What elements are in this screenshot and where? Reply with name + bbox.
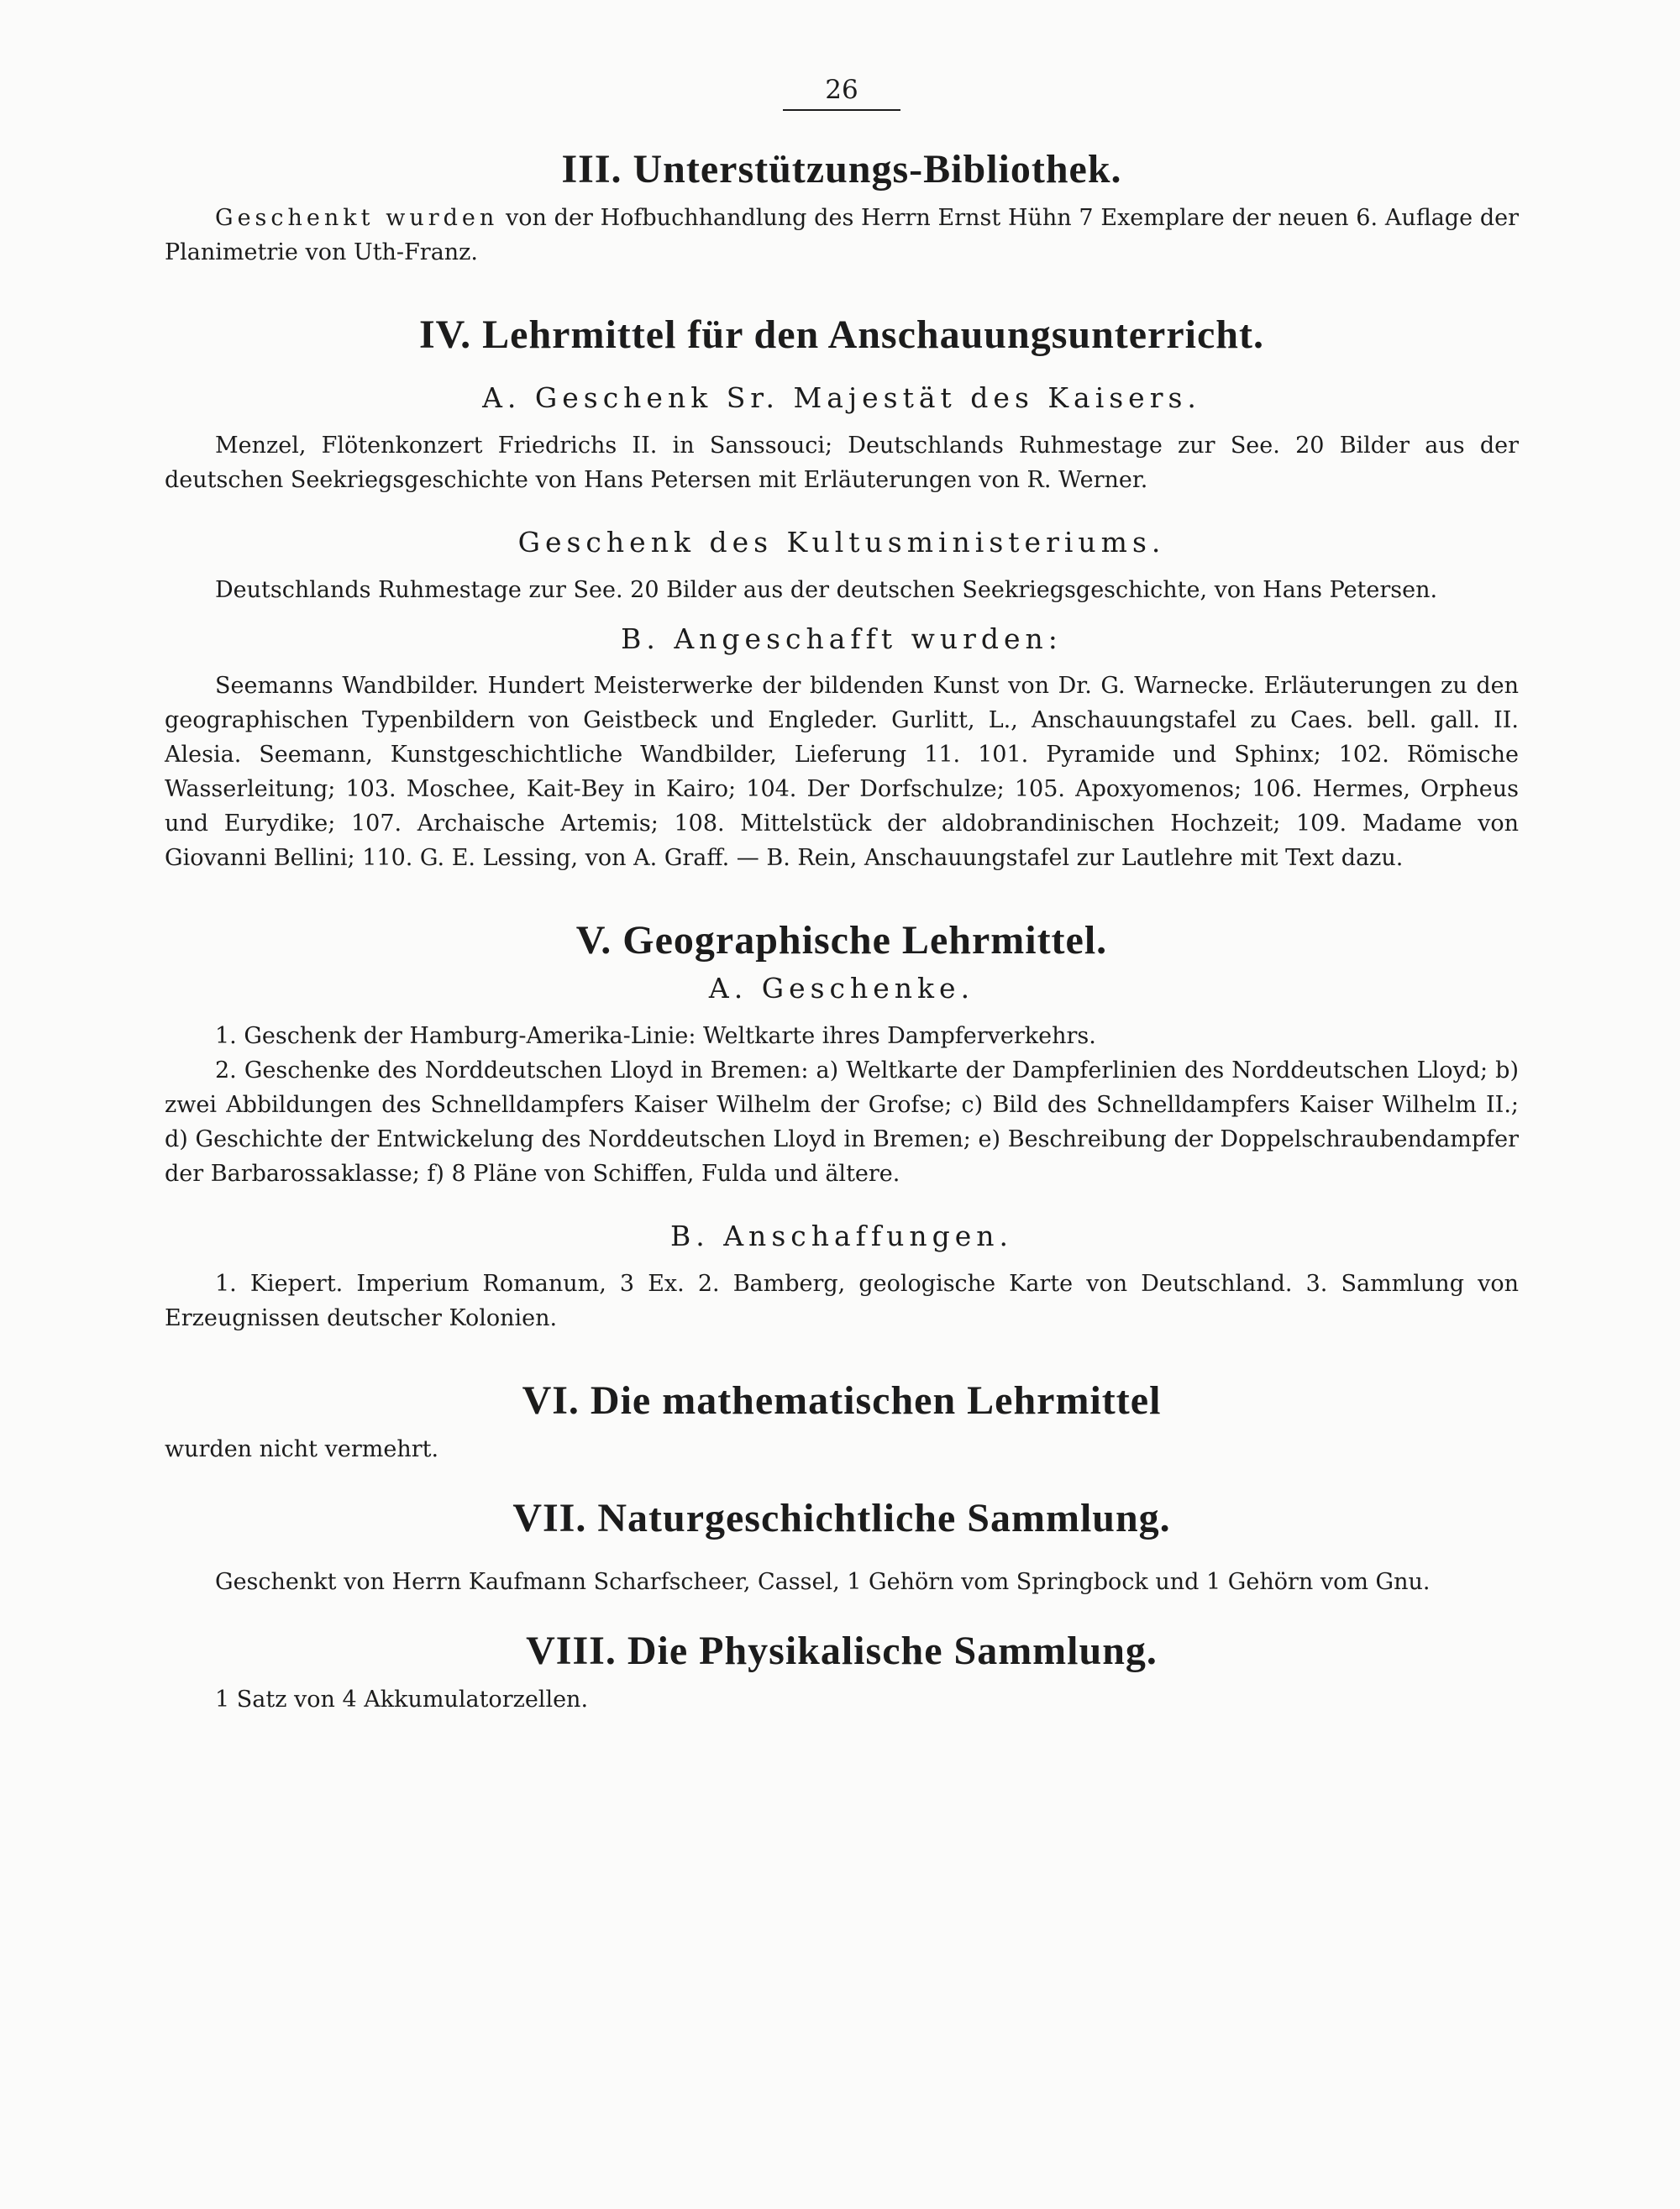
- heading-mathematische-lehrmittel: VI. Die mathematischen Lehrmittel: [522, 1377, 1162, 1423]
- subheading-geschenke: A. Geschenke.: [708, 972, 975, 1005]
- paragraph-geschenk-kaisers: Menzel, Flötenkonzert Friedrichs II. in Sanssouci; Deutschlands Ruhmestage zur See. 20 Bilder aus der deutschen Seekriegsgeschichte von Hans Petersen mit Erläuterungen von R. Werner.: [165, 433, 1519, 494]
- subheading-geschenk-kaisers: A. Geschenk Sr. Majestät des Kaisers.: [482, 381, 1201, 415]
- subheading-anschaffungen: B. Anschaffungen.: [670, 1220, 1013, 1253]
- heading-lehrmittel-anschauungsunterricht: IV. Lehrmittel für den Anschauungsunterricht.: [419, 312, 1264, 358]
- paragraph-naturgeschichtliche-sammlung: Geschenkt von Herrn Kaufmann Scharfscheer, Cassel, 1 Gehörn vom Springbock und 1 Gehörn vom Gnu.: [215, 1569, 1431, 1595]
- heading-geographische-lehrmittel: V. Geographische Lehrmittel.: [575, 918, 1108, 963]
- paragraph-angeschafft: Seemanns Wandbilder. Hundert Meisterwerke der bildenden Kunst von Dr. G. Warnecke. Erläuterungen zu den geographischen Typenbildern von Geistbeck und Engleder. Gurlitt, L., Anschauungstafel zu Caes. bell. gall. II. Alesia. Seemann, Kunstgeschichtliche Wandbilder, Lieferung 11. 101. Pyramide und Sphinx; 102. Römische Wasserleitung; 103. Moschee, Kait-Bey in Kairo; 104. Der Dorfschulze; 105. Apoxyomenos; 106. Hermes, Orpheus und Eurydike; 107. Archaische Artemis; 108. Mittelstück der aldobrandinischen Hochzeit; 109. Madame von Giovanni Bellini; 110. G. E. Lessing, von A. Graff. — B. Rein, Anschauungstafel zur Lautlehre mit Text dazu.: [165, 673, 1519, 872]
- paragraph-unterstuetzungs-bibliothek: [165, 201, 1519, 270]
- paragraph-physikalische-sammlung: 1 Satz von 4 Akkumulatorzellen.: [215, 1687, 589, 1713]
- subheading-angeschafft: B. Angeschafft wurden:: [621, 622, 1063, 655]
- paragraph-anschaffungen: 1. Kiepert. Imperium Romanum, 3 Ex. 2. Bamberg, geologische Karte von Deutschland. 3. Sammlung von Erzeugnissen deutscher Kolonien.: [165, 1270, 1519, 1331]
- list-item-norddeutscher-lloyd: 2. Geschenke des Norddeutschen Lloyd in Bremen: a) Weltkarte der Dampferlinien des Norddeutschen Lloyd; b) zwei Abbildungen des Schnelldampfers Kaiser Wilhelm der Grofse; c) Bild des Schnelldampfers Kaiser Wilhelm II.; d) Geschichte der Entwickelung des Norddeutschen Lloyd in Bremen; e) Beschreibung der Doppelschraubendampfer der Barbarossaklasse; f) 8 Pläne von Schiffen, Fulda und ältere.: [165, 1057, 1519, 1188]
- list-item-hamburg-amerika: 1. Geschenk der Hamburg-Amerika-Linie: Weltkarte ihres Dampferverkehrs.: [215, 1023, 1096, 1050]
- paragraph-mathematische-lehrmittel: wurden nicht vermehrt.: [165, 1435, 439, 1462]
- heading-physikalische-sammlung: VIII. Die Physikalische Sammlung.: [526, 1629, 1158, 1673]
- page-number: 26: [165, 76, 1519, 111]
- paragraph-kultusministerium: Deutschlands Ruhmestage zur See. 20 Bilder aus der deutschen Seekriegsgeschichte, von Hans Petersen.: [215, 576, 1438, 603]
- subheading-kultusministerium: Geschenk des Kultusministeriums.: [517, 526, 1166, 559]
- page-content: [165, 76, 1519, 1717]
- heading-unterstuetzungs-bibliothek: III. Unterstützungs-Bibliothek.: [561, 147, 1122, 192]
- heading-naturgeschichtliche-sammlung: VII. Naturgeschichtliche Sammlung.: [512, 1495, 1171, 1540]
- paragraph-rest: von der Hofbuchhandlung des Herrn Ernst Hühn 7 Exemplare der neuen 6. Auflage der Planimetrie von Uth-Franz.: [165, 205, 1519, 266]
- lead-spaced-text: Geschenkt wurden: [215, 205, 499, 232]
